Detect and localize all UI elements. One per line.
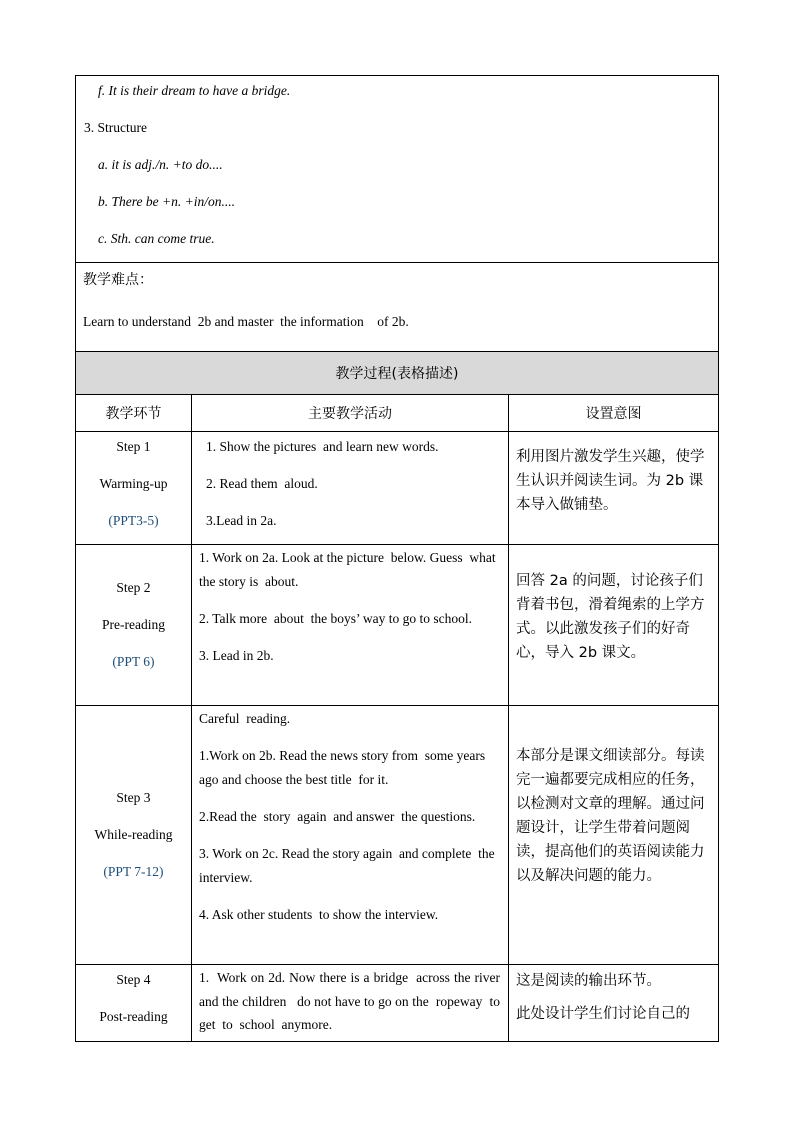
step-2-activity: 1. Work on 2a. Look at the picture below. Guess what the story is about. [199, 550, 499, 589]
step-3-label: Step 3 [116, 790, 151, 805]
step-2-activity: 3. Lead in 2b. [199, 648, 274, 663]
lesson-plan-table [75, 75, 719, 1042]
structure-item-b: b. There be +n. +in/on.... [98, 194, 235, 209]
step-1-activity: 1. Show the pictures and learn new words. [206, 439, 439, 454]
step-4-intent-line: 这是阅读的输出环节。 [516, 973, 661, 989]
step-2-label: Step 2 [116, 580, 151, 595]
column-header-activities: 主要教学活动 [192, 395, 509, 432]
step-row-1 [76, 432, 719, 545]
step-3-activity: 3. Work on 2c. Read the story again and complete the interview. [199, 846, 498, 885]
column-header-stage: 教学环节 [76, 395, 192, 432]
step-3-name: While-reading [94, 827, 173, 842]
step-4-intent-line: 此处设计学生们讨论自己的 [516, 1006, 690, 1022]
step-row-3 [76, 706, 719, 965]
focus-row [76, 76, 719, 263]
step-1-name: Warming-up [99, 476, 168, 491]
step-4-name: Post-reading [99, 1009, 168, 1024]
step-1-label: Step 1 [116, 439, 151, 454]
step-4-label: Step 4 [116, 972, 151, 987]
structure-item-c: c. Sth. can come true. [98, 231, 215, 246]
structure-title: 3. Structure [84, 120, 147, 135]
column-header-intent: 设置意图 [509, 395, 719, 432]
difficulty-text: Learn to understand 2b and master the information of 2b. [83, 314, 409, 329]
step-3-ppt: (PPT 7-12) [103, 864, 164, 879]
step-2-name: Pre-reading [102, 617, 165, 632]
step-2-ppt: (PPT 6) [112, 654, 155, 669]
step-1-intent: 利用图片激发学生兴趣，使学生认识并阅读生词。为 2b 课本导入做铺垫。 [509, 432, 719, 545]
step-1-activity: 2. Read them aloud. [206, 476, 318, 491]
step-3-activity: 1.Work on 2b. Read the news story from some years ago and choose the best title for it. [199, 748, 489, 787]
step-3-activity: 4. Ask other students to show the interview. [199, 907, 439, 922]
step-3-activity: Careful reading. [199, 711, 291, 726]
process-header-row [76, 352, 719, 395]
step-row-2 [76, 545, 719, 706]
column-header-row [76, 395, 719, 432]
focus-line-f: f. It is their dream to have a bridge. [98, 83, 291, 98]
process-header: 教学过程(表格描述) [76, 352, 719, 395]
difficulty-title: 教学难点： [83, 272, 153, 288]
step-4-activity: 1. Work on 2d. Now there is a bridge across the river and the children do not have to go on the ropeway to get to school anymore. [199, 970, 507, 1032]
step-row-4 [76, 965, 719, 1042]
step-2-activity: 2. Talk more about the boys’ way to go to school. [199, 611, 473, 626]
step-3-intent: 本部分是课文细读部分。每读完一遍都要完成相应的任务，以检测对文章的理解。通过问题设计，让学生带着问题阅读，提高他们的英语阅读能力以及解决问题的能力。 [509, 706, 719, 965]
structure-item-a: a. it is adj./n. +to do.... [98, 157, 223, 172]
step-2-intent: 回答 2a 的问题，讨论孩子们背着书包，滑着绳索的上学方式。以此激发孩子们的好奇心，导入 2b 课文。 [509, 545, 719, 706]
step-3-activity: 2.Read the story again and answer the questions. [199, 809, 476, 824]
step-1-activity: 3.Lead in 2a. [206, 513, 277, 528]
step-1-ppt: (PPT3-5) [108, 513, 159, 528]
difficulty-row [76, 263, 719, 352]
